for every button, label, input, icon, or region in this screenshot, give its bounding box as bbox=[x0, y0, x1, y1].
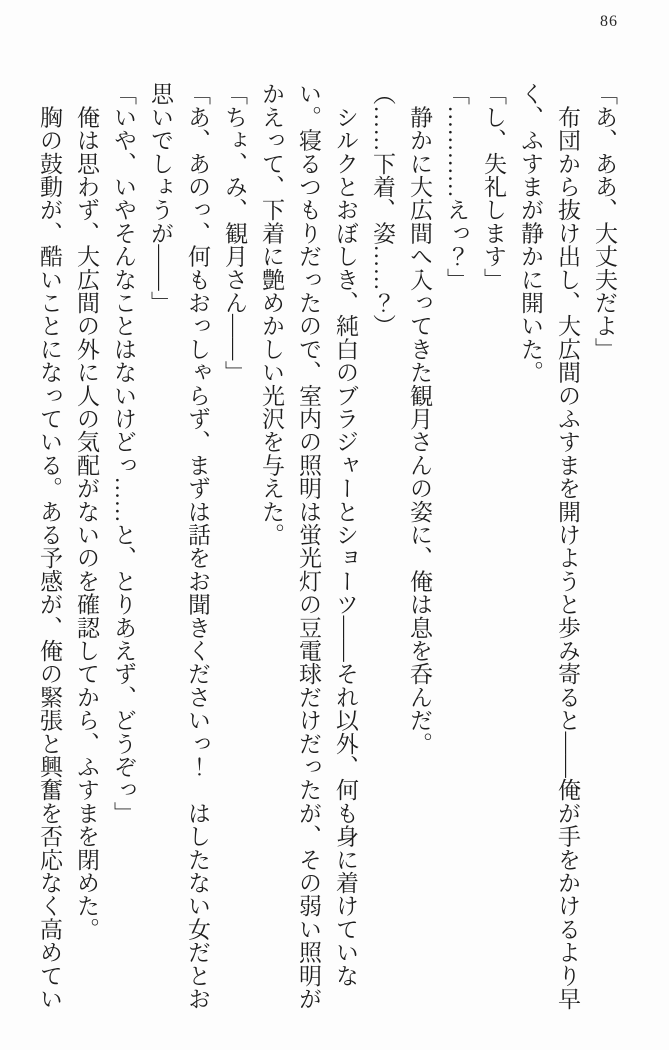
text-line: 「ちょ、み、観月さん――」 bbox=[222, 82, 247, 384]
text-line: シルクとおぼしき、純白のブラジャーとショーツ――それ以外、何も身に着けていな bbox=[333, 82, 358, 987]
vertical-text-block bbox=[31, 82, 623, 1024]
text-line: 「いや、いやそんなことはないけどっ……と、とりあえず、どうぞっ」 bbox=[111, 82, 136, 825]
text-line: 布団から抜け出し、大広間のふすまを開けようと歩み寄ると――俺が手をかけるより早 bbox=[555, 82, 580, 1011]
text-line: 「…………えっ？」 bbox=[444, 82, 469, 291]
text-line: く、ふすまが静かに開いた。 bbox=[518, 82, 543, 384]
page-number: 86 bbox=[600, 13, 618, 30]
text-line: （……下着、姿……？） bbox=[370, 82, 395, 338]
text-line: 俺は思わず、大広間の外に人の気配がないのを確認してから、ふすまを閉めた。 bbox=[74, 82, 99, 941]
text-line: かえって、下着に艶めかしい光沢を与えた。 bbox=[259, 82, 284, 546]
text-line: 「あ、ああ、大丈夫だよ」 bbox=[592, 82, 617, 361]
text-line: い。寝るつもりだったので、室内の照明は蛍光灯の豆電球だけだったが、その弱い照明が bbox=[296, 82, 321, 1010]
text-line: 「あ、あのっ、何もおっしゃらず、まずは話をお聞きくださいっ！ はしたない女だとお bbox=[185, 82, 210, 1010]
text-line: 静かに大広間へ入ってきた観月さんの姿に、俺は息を呑んだ。 bbox=[407, 82, 432, 755]
text-line: 「し、失礼します」 bbox=[481, 82, 506, 291]
text-line: 思いでしょうが――」 bbox=[148, 82, 173, 314]
text-line: 胸の鼓動が、酷いことになっている。ある予感が、俺の緊張と興奮を否応なく高めてい bbox=[37, 82, 62, 1010]
